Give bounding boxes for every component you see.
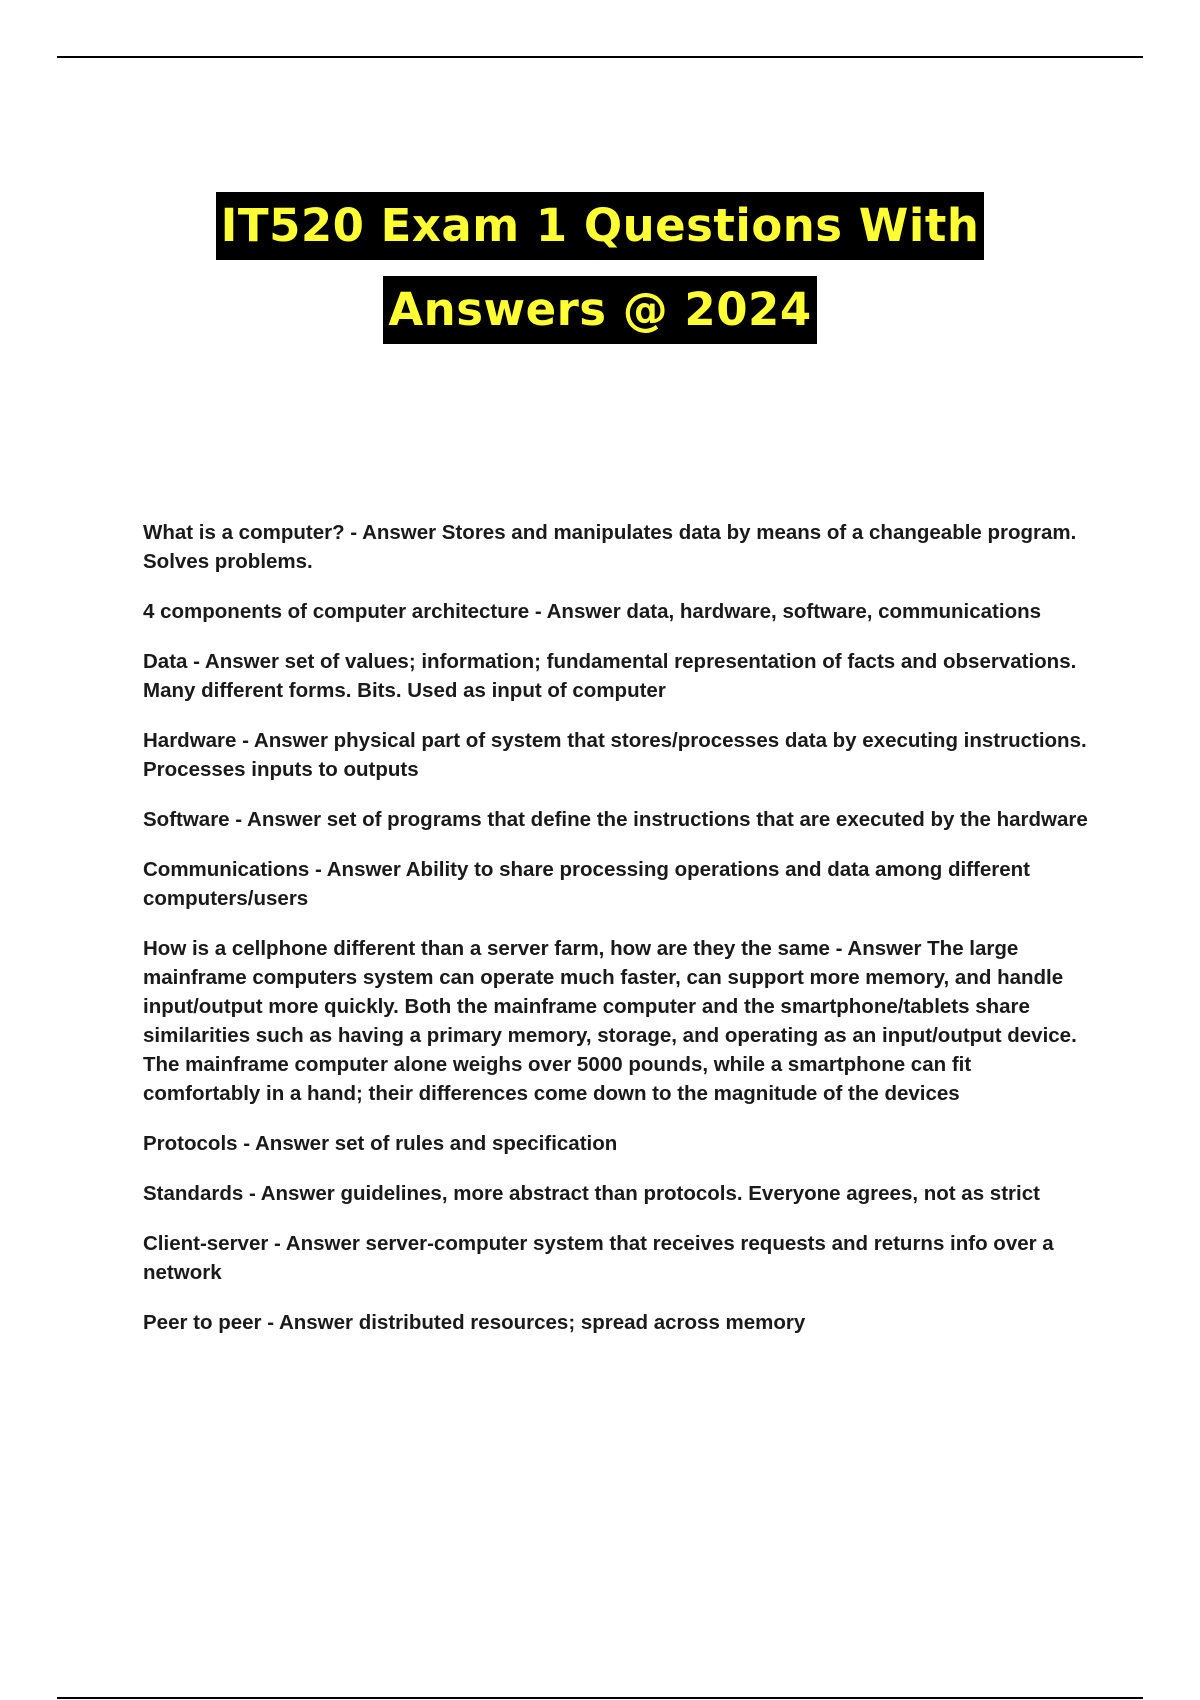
title-line-1	[0, 192, 1200, 276]
footer-rule	[57, 1697, 1143, 1699]
title-line-2	[0, 276, 1200, 360]
qa-list	[143, 518, 1093, 1358]
qa-item: Data - Answer set of values; information; fundamental representation of facts and observations. Many different forms. Bits. Used as input of computer	[143, 650, 1077, 702]
qa-item: Standards - Answer guidelines, more abstract than protocols. Everyone agrees, not as strict	[143, 1182, 1040, 1205]
title-text-2: Answers @ 2024	[383, 276, 816, 344]
title-text-1: IT520 Exam 1 Questions With	[216, 192, 985, 260]
qa-item: Hardware - Answer physical part of system that stores/processes data by executing instructions. Processes inputs to outputs	[143, 729, 1087, 781]
qa-item: Client-server - Answer server-computer system that receives requests and returns info over a network	[143, 1232, 1054, 1284]
qa-item: Peer to peer - Answer distributed resources; spread across memory	[143, 1311, 806, 1334]
qa-item: Communications - Answer Ability to share processing operations and data among different computers/users	[143, 858, 1030, 910]
qa-item: Protocols - Answer set of rules and specification	[143, 1132, 618, 1155]
qa-item: Software - Answer set of programs that define the instructions that are executed by the hardware	[143, 808, 1088, 831]
qa-item: How is a cellphone different than a server farm, how are they the same - Answer The large mainframe computers system can operate much faster, can support more memory, and handle input/output more quickly. Both the mainframe computer and the smartphone/tablets share similarities such as having a primary memory, storage, and operating as an input/output device. The mainframe computer alone weighs over 5000 pounds, while a smartphone can fit comfortably in a hand; their differences come down to the magnitude of the devices	[143, 937, 1077, 1105]
qa-item: What is a computer? - Answer Stores and manipulates data by means of a changeable program. Solves problems.	[143, 521, 1077, 573]
header-rule	[57, 56, 1143, 58]
document-title	[0, 192, 1200, 360]
qa-item: 4 components of computer architecture - Answer data, hardware, software, communications	[143, 600, 1042, 623]
